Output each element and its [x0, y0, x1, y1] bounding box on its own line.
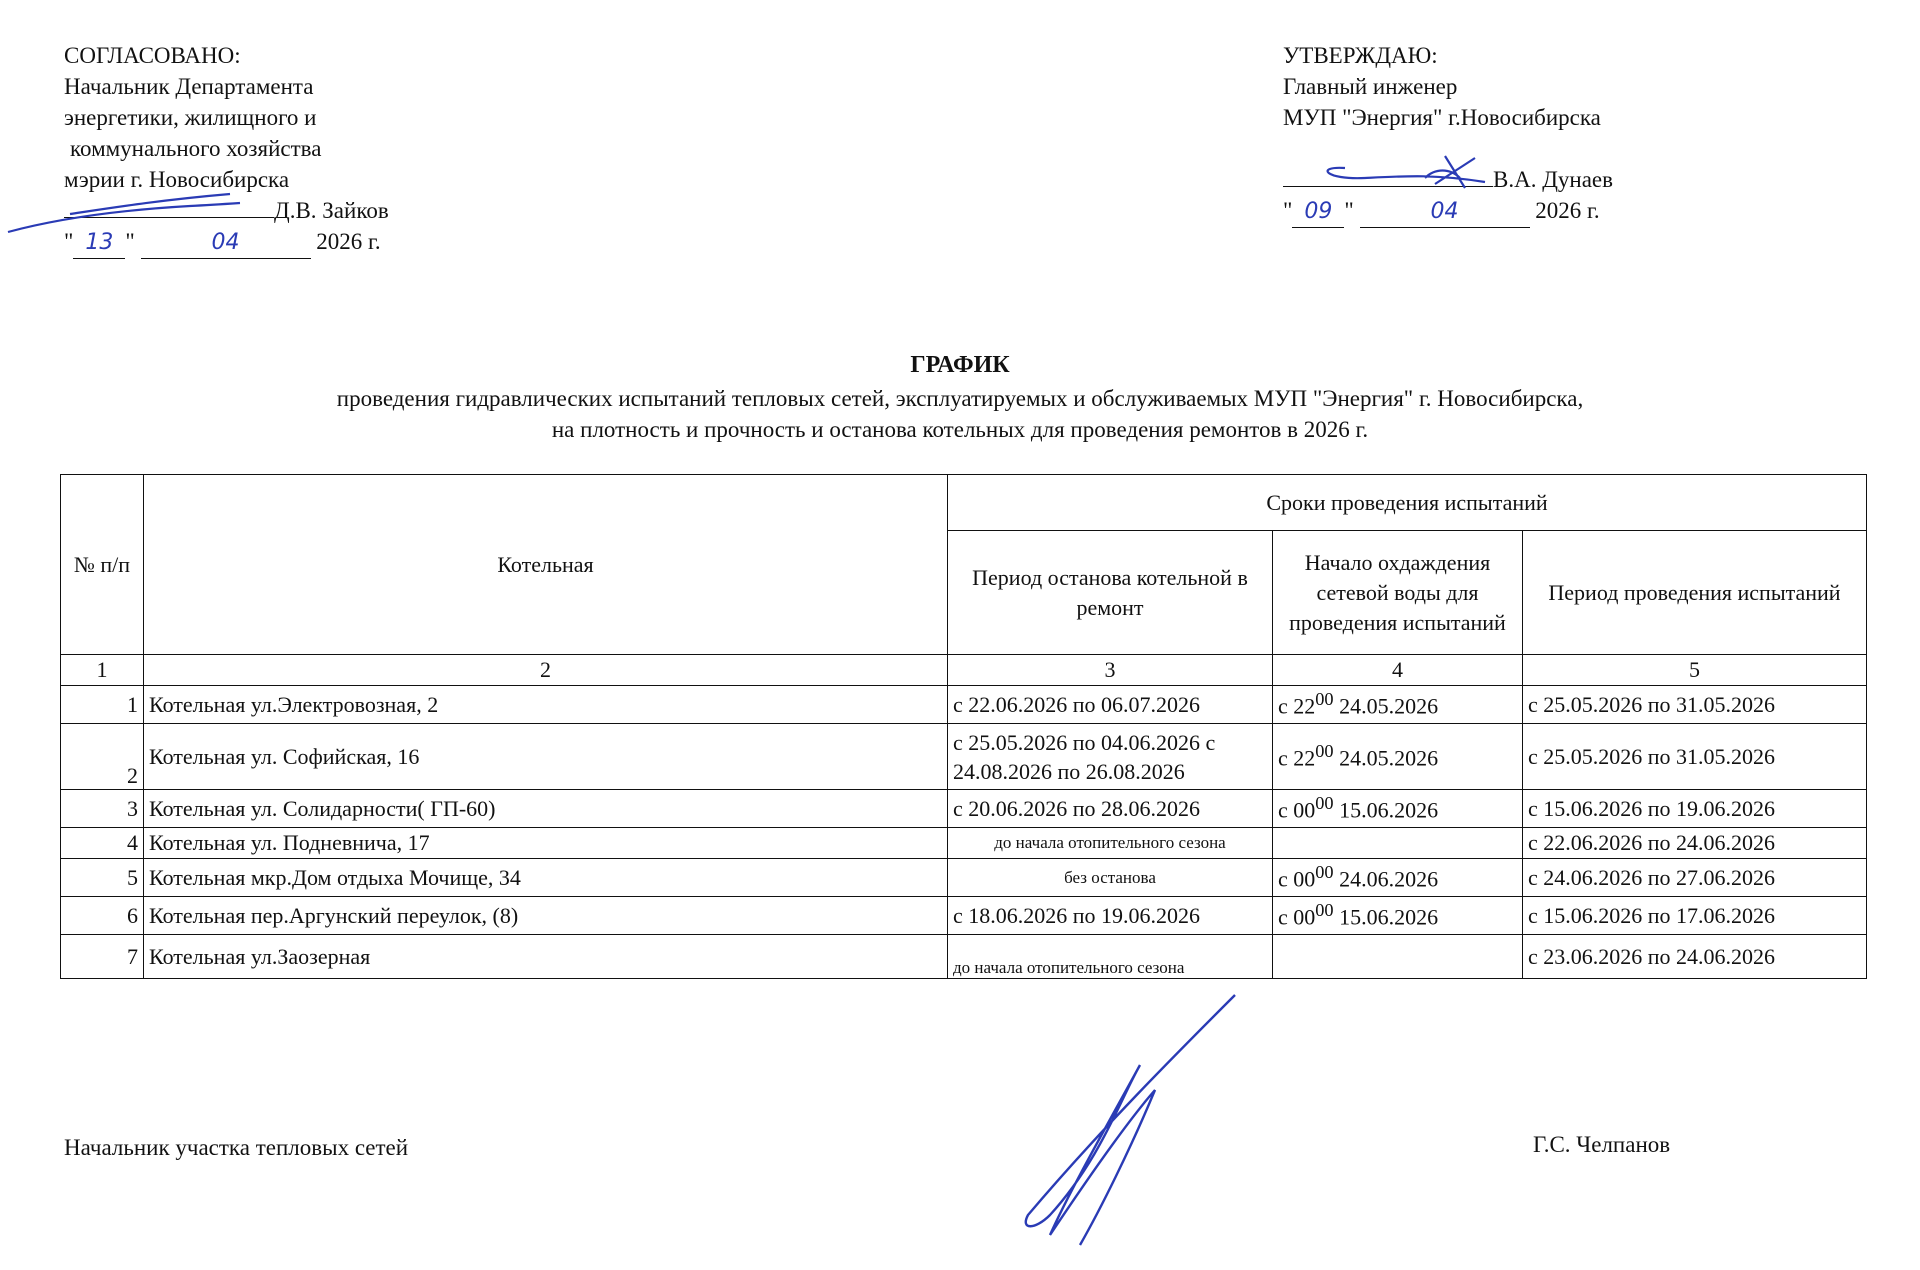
table-row [61, 897, 1867, 935]
signature-footer-icon [1010, 990, 1250, 1270]
schedule-table [60, 474, 1867, 979]
row-boiler: Котельная мкр.Дом отдыха Мочище, 34 [144, 859, 948, 897]
row-boiler: Котельная ул.Электровозная, 2 [144, 686, 948, 724]
header-shutdown: Период останова котельной в ремонт [948, 531, 1273, 655]
cooling-prefix: с 00 [1278, 904, 1316, 930]
row-num: 7 [61, 935, 144, 979]
row-boiler: Котельная ул. Подневнича, 17 [144, 828, 948, 859]
subtitle-line: на плотность и прочность и останова котельных для проведения ремонтов в 2026 г. [551, 417, 1369, 442]
cooling-prefix: с 22 [1278, 745, 1316, 771]
table-row [61, 935, 1867, 979]
document-subtitle [0, 383, 1920, 445]
row-shutdown: с 22.06.2026 по 06.07.2026 [948, 686, 1273, 724]
row-boiler: Котельная ул. Солидарности( ГП-60) [144, 790, 948, 828]
row-shutdown: с 18.06.2026 по 19.06.2026 [948, 897, 1273, 935]
signature-left-icon [0, 170, 300, 250]
approval-right-line: Главный инженер [1283, 74, 1458, 99]
footer-position: Начальник участка тепловых сетей [64, 1135, 409, 1160]
header-num: № п/п [61, 475, 144, 655]
header-group: Сроки проведения испытаний [948, 475, 1867, 531]
row-num: 1 [61, 686, 144, 724]
row-shutdown: до начала отопительного сезона [948, 935, 1273, 979]
cooling-sup: 00 [1315, 862, 1334, 883]
date-day: 09 [1292, 196, 1344, 228]
header-cooling: Начало охдаждения сетевой воды для проведения испытаний [1273, 531, 1523, 655]
date-month: 04 [141, 227, 311, 259]
row-cooling [1273, 790, 1523, 828]
row-num: 4 [61, 828, 144, 859]
row-cooling [1273, 686, 1523, 724]
cooling-date: 24.05.2026 [1339, 745, 1439, 771]
date-year: 2026 г. [1535, 198, 1600, 223]
cooling-sup: 00 [1315, 900, 1334, 921]
approval-left-line: коммунального хозяйства [70, 136, 322, 161]
row-testing: с 15.06.2026 по 19.06.2026 [1523, 790, 1867, 828]
row-testing: с 25.05.2026 по 31.05.2026 [1523, 724, 1867, 790]
cooling-date: 15.06.2026 [1339, 797, 1439, 823]
row-boiler: Котельная ул.Заозерная [144, 935, 948, 979]
header-boiler: Котельная [144, 475, 948, 655]
row-boiler: Котельная пер.Аргунский переулок, (8) [144, 897, 948, 935]
row-shutdown: до начала отопительного сезона [948, 828, 1273, 859]
row-num: 2 [61, 724, 144, 790]
approval-left-line: энергетики, жилищного и [64, 105, 317, 130]
approval-left-line: мэрии г. Новосибирска [64, 167, 290, 192]
row-shutdown: с 20.06.2026 по 28.06.2026 [948, 790, 1273, 828]
column-number: 2 [144, 655, 948, 686]
table-row [61, 828, 1867, 859]
cooling-date: 15.06.2026 [1339, 904, 1439, 930]
approval-right-date: " 09 " 04 2026 г. [1283, 195, 1613, 228]
approval-right-line: МУП "Энергия" г.Новосибирска [1283, 105, 1601, 130]
table-row [61, 686, 1867, 724]
row-num: 3 [61, 790, 144, 828]
row-num: 5 [61, 859, 144, 897]
cooling-sup: 00 [1315, 689, 1334, 710]
row-cooling [1273, 935, 1523, 979]
approval-left-date: " 13 " 04 2026 г. [64, 226, 389, 259]
cooling-prefix: с 00 [1278, 866, 1316, 892]
row-testing: с 23.06.2026 по 24.06.2026 [1523, 935, 1867, 979]
row-testing: с 25.05.2026 по 31.05.2026 [1523, 686, 1867, 724]
cooling-date: 24.06.2026 [1339, 866, 1439, 892]
cooling-date: 24.05.2026 [1339, 693, 1439, 719]
document-title: ГРАФИК [910, 352, 1010, 378]
signature-right-icon [1285, 148, 1525, 208]
header-testing: Период проведения испытаний [1523, 531, 1867, 655]
approval-left-heading: СОГЛАСОВАНО: [64, 43, 241, 68]
date-year: 2026 г. [316, 229, 381, 254]
row-testing: с 22.06.2026 по 24.06.2026 [1523, 828, 1867, 859]
column-number: 4 [1273, 655, 1523, 686]
approval-right-signer: В.А. Дунаев [1493, 167, 1613, 192]
row-cooling [1273, 897, 1523, 935]
date-day: 13 [73, 227, 125, 259]
row-boiler: Котельная ул. Софийская, 16 [144, 724, 948, 790]
row-cooling [1273, 828, 1523, 859]
table-row [61, 724, 1867, 790]
row-testing: с 24.06.2026 по 27.06.2026 [1523, 859, 1867, 897]
date-month: 04 [1360, 196, 1530, 228]
row-cooling [1273, 859, 1523, 897]
column-number: 5 [1523, 655, 1867, 686]
cooling-prefix: с 00 [1278, 797, 1316, 823]
cooling-sup: 00 [1315, 741, 1334, 762]
approval-left-line: Начальник Департамента [64, 74, 314, 99]
row-cooling [1273, 724, 1523, 790]
cooling-prefix: с 22 [1278, 693, 1316, 719]
row-shutdown: с 25.05.2026 по 04.06.2026 с 24.08.2026 по 26.08.2026 [948, 724, 1273, 790]
table-row [61, 859, 1867, 897]
row-testing: с 15.06.2026 по 17.06.2026 [1523, 897, 1867, 935]
approval-right-heading: УТВЕРЖДАЮ: [1283, 43, 1438, 68]
table-row [61, 790, 1867, 828]
cooling-sup: 00 [1315, 793, 1334, 814]
column-number: 1 [61, 655, 144, 686]
subtitle-line: проведения гидравлических испытаний тепловых сетей, эксплуатируемых и обслуживаемых МУП "Энергия" г. Новосибирска, [336, 386, 1584, 411]
footer-signer: Г.С. Челпанов [1533, 1132, 1671, 1157]
column-number: 3 [948, 655, 1273, 686]
row-num: 6 [61, 897, 144, 935]
approval-left-signer: Д.В. Зайков [274, 198, 389, 223]
row-shutdown: без останова [948, 859, 1273, 897]
